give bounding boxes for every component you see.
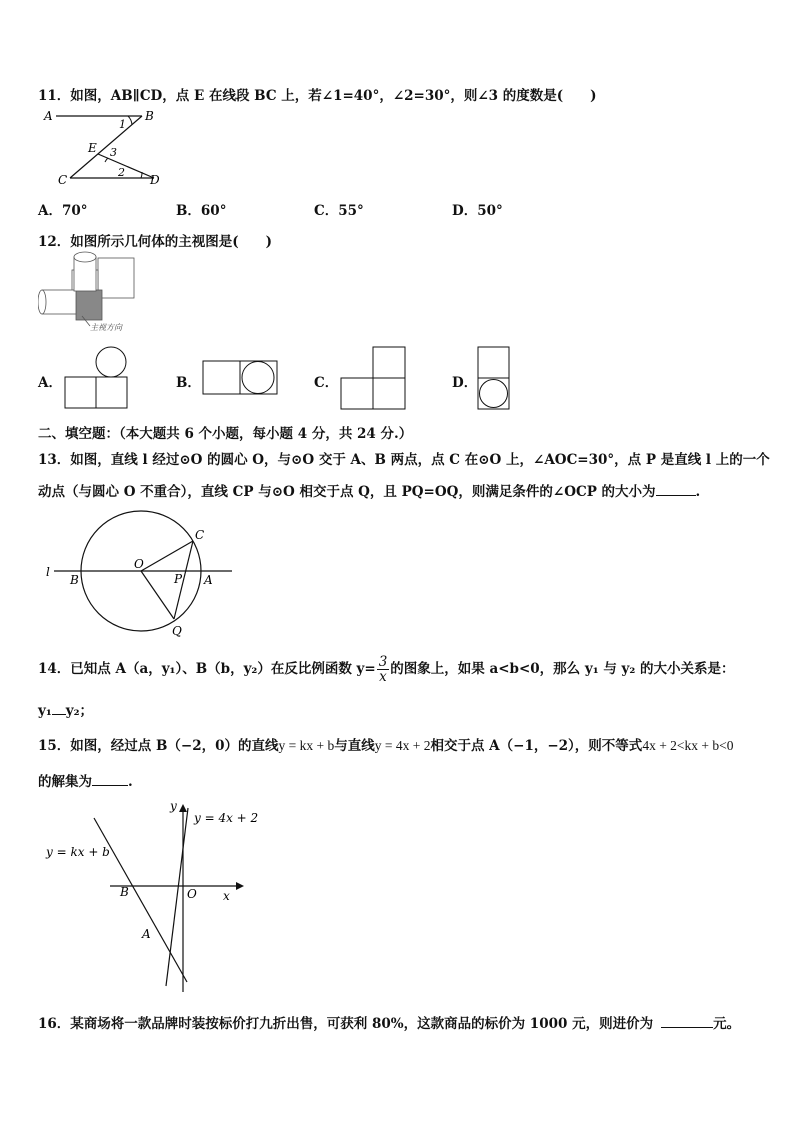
q14-line2 (38, 699, 93, 719)
q13-line2 (38, 480, 700, 500)
q14-fraction (377, 655, 390, 684)
q15-line-label-4x2: y = 4x + 2 (194, 811, 259, 825)
q12-option-d-figure[interactable] (477, 346, 511, 410)
q13-line2-end: . (695, 484, 701, 500)
q11-option-c[interactable]: C．55° (314, 203, 364, 219)
q14-answer-blank[interactable] (52, 702, 66, 715)
q14-frac-den: x (379, 669, 387, 685)
q14-y2: y₂； (65, 703, 94, 719)
q15-eq1: y = kx + b (278, 738, 335, 753)
q15-eq2: y = 4x + 2 (374, 738, 431, 753)
q11-label-2: 2 (118, 166, 125, 179)
q13-line2-text: 动点（与圆心 O 不重合），直线 CP 与⊙O 相交于点 Q，且 PQ=OQ，则满足条件的∠OCP 的大小为 (38, 484, 656, 500)
q11-label-C: C (58, 173, 68, 187)
q11-label-1: 1 (119, 118, 126, 131)
q15-part1: 15．如图，经过点 B（−2，0）的直线 (38, 738, 279, 754)
q11-label-3: 3 (110, 146, 117, 159)
q11-option-a[interactable]: A．70° (38, 203, 88, 219)
q11-label-D: D (150, 173, 160, 187)
q15-inequality: 4x + 2<kx + b<0 (642, 738, 734, 753)
q12-view-label: 主视方向 (90, 323, 122, 332)
q15-axis-x: x (223, 889, 230, 903)
q13-label-l: l (46, 565, 50, 579)
q15-axis-y: y (170, 799, 177, 813)
q16-text: 16．某商场将一款品牌时装按标价打九折出售，可获利 80%，这款商品的标价为 1000 元，则进价为 (38, 1016, 654, 1032)
q15-answer-blank[interactable] (92, 773, 128, 786)
q13-label-A: A (204, 573, 213, 587)
q11-label-E: E (88, 141, 97, 155)
q15-label-A: A (142, 927, 151, 941)
q13-label-Q: Q (172, 624, 182, 638)
q13-line1: 13．如图，直线 l 经过⊙O 的圆心 O，与⊙O 交于 A、B 两点，点 C 在⊙O 上，∠AOC=30°，点 P 是直线 l 上的一个 (38, 452, 770, 468)
q14-frac-num: 3 (378, 654, 388, 670)
q13-figure (40, 508, 240, 640)
q13-answer-blank[interactable] (656, 483, 696, 496)
q15-line-label-kxb: y = kx + b (46, 845, 110, 859)
q15-line2-end: . (128, 774, 133, 790)
q11-stem: 11．如图，AB∥CD，点 E 在线段 BC 上，若∠1=40°，∠2=30°，则∠3 的度数是( ) (38, 88, 597, 104)
q14-y1: y₁ (38, 703, 52, 719)
q12-stem: 12．如图所示几何体的主视图是( ) (38, 234, 273, 250)
q12-option-a[interactable]: A． (38, 375, 62, 391)
q12-option-c-figure[interactable] (340, 346, 406, 410)
q15-part3: 相交于点 A（−1，−2），则不等式 (430, 738, 643, 754)
q13-label-P: P (174, 572, 183, 586)
q11-option-d[interactable]: D．50° (452, 203, 503, 219)
q14-part2: 的图象上，如果 a<b<0，那么 y₁ 与 y₂ 的大小关系是： (390, 661, 735, 677)
q11-label-A: A (44, 109, 53, 123)
q12-cylinder-top (38, 245, 98, 295)
q11-option-b[interactable]: B．60° (176, 203, 227, 219)
q15-label-B: B (120, 885, 129, 899)
q15-line1 (38, 734, 734, 754)
section2-heading: 二、填空题：（本大题共 6 个小题，每小题 4 分，共 24 分.） (38, 426, 413, 442)
q16-answer-blank[interactable] (661, 1015, 713, 1028)
q15-label-O: O (187, 887, 197, 901)
q13-label-C: C (195, 528, 205, 542)
q12-option-a-figure[interactable] (64, 345, 128, 409)
q13-label-B: B (70, 573, 79, 587)
q15-line2-text: 的解集为 (38, 774, 92, 790)
q12-option-c[interactable]: C． (314, 375, 339, 391)
q15-figure (40, 798, 270, 994)
q16-end: 元。 (713, 1016, 741, 1032)
q11-label-B: B (145, 109, 154, 123)
q16-line (38, 1012, 740, 1032)
q12-option-d[interactable]: D． (452, 375, 478, 391)
q13-label-O: O (134, 557, 144, 571)
q12-option-b-figure[interactable] (202, 360, 278, 396)
q14-line1 (38, 655, 735, 684)
q15-line2 (38, 770, 133, 790)
q11-figure (42, 106, 182, 188)
q12-option-b[interactable]: B． (176, 375, 201, 391)
q14-part1: 14．已知点 A（a，y₁）、B（b，y₂）在反比例函数 y= (38, 661, 376, 677)
q15-part2: 与直线 (334, 738, 375, 754)
